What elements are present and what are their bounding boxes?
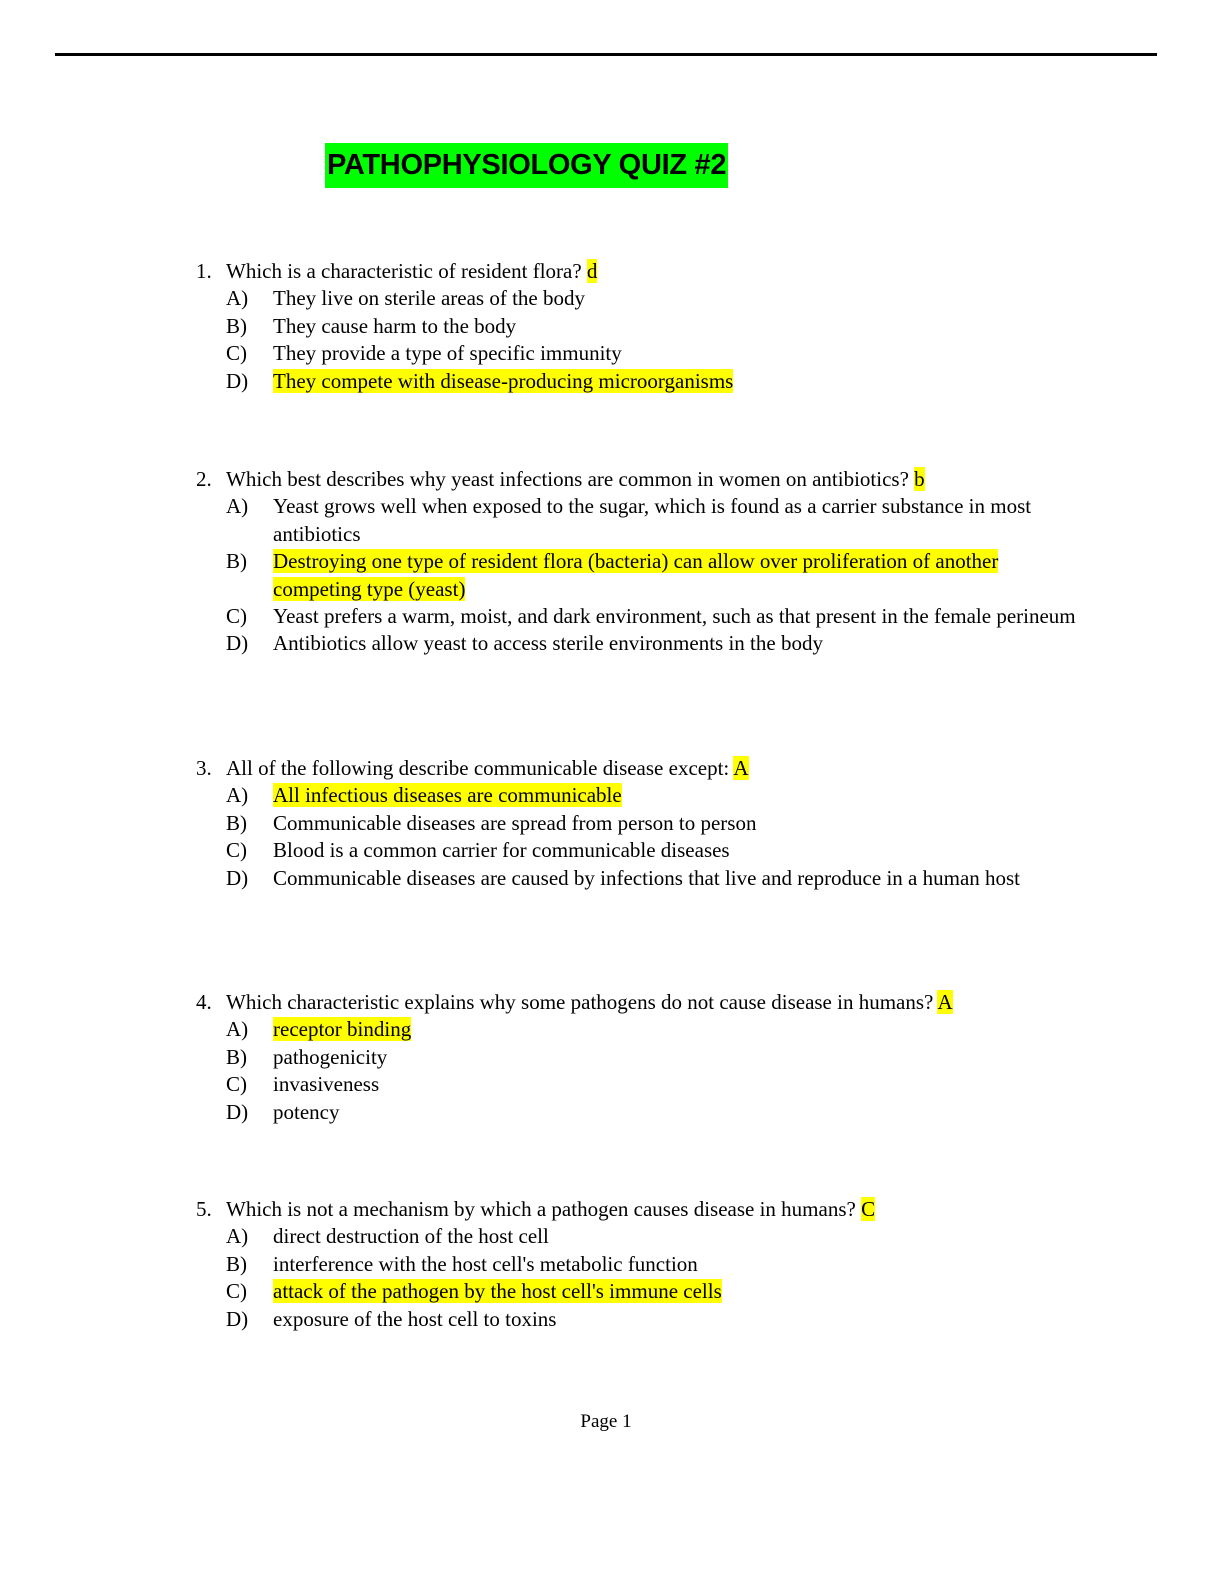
option-c: [196, 603, 1076, 630]
question-1: [196, 258, 1076, 395]
question-3: [196, 755, 1076, 892]
option-b: [196, 1251, 1076, 1278]
option-letter: D): [226, 865, 249, 890]
option-a: [196, 782, 1076, 809]
option-c: [196, 837, 1076, 864]
option-text: invasiveness: [273, 1072, 380, 1097]
option-letter: A): [226, 783, 249, 808]
option-d: [196, 1306, 1076, 1333]
question-number: 3.: [196, 756, 212, 780]
answer-key: d: [586, 259, 598, 283]
header-rule: [55, 53, 1157, 56]
option-text: exposure of the host cell to toxins: [273, 1306, 557, 1331]
option-text: Yeast grows well when exposed to the sugar, which is found as a carrier substance in most antibiotics: [273, 494, 1032, 546]
option-a: [196, 285, 1076, 312]
option-letter: C): [226, 1279, 247, 1304]
option-text-correct: receptor binding: [273, 1017, 412, 1042]
question-stem: [196, 466, 1076, 493]
option-d: [196, 630, 1076, 657]
option-letter: A): [226, 494, 249, 519]
option-text-correct: All infectious diseases are communicable: [273, 783, 622, 808]
question-number: 2.: [196, 467, 212, 491]
option-c: [196, 1071, 1076, 1098]
option-letter: A): [226, 1224, 249, 1249]
question-number: 1.: [196, 259, 212, 283]
option-letter: D): [226, 631, 249, 656]
option-text: They provide a type of specific immunity: [273, 341, 622, 366]
option-c: [196, 340, 1076, 367]
option-letter: D): [226, 1306, 249, 1331]
option-a: [196, 1223, 1076, 1250]
option-letter: B): [226, 1251, 247, 1276]
question-number: 5.: [196, 1197, 212, 1221]
option-b: [196, 313, 1076, 340]
option-b: [196, 810, 1076, 837]
option-c: [196, 1278, 1076, 1305]
option-text: pathogenicity: [273, 1044, 388, 1069]
option-letter: B): [226, 1044, 247, 1069]
question-2: [196, 466, 1076, 658]
option-text: direct destruction of the host cell: [273, 1224, 549, 1249]
option-letter: D): [226, 1099, 249, 1124]
option-d: [196, 865, 1076, 892]
question-number: 4.: [196, 990, 212, 1014]
option-text: Yeast prefers a warm, moist, and dark environment, such as that present in the female perineum: [273, 604, 1076, 629]
option-letter: D): [226, 368, 249, 393]
option-b: [196, 1044, 1076, 1071]
option-a: [196, 1016, 1076, 1043]
option-letter: C): [226, 604, 247, 629]
option-a: [196, 493, 1076, 548]
answer-key: b: [914, 467, 925, 491]
question-text: All of the following describe communicable disease except:: [226, 756, 730, 780]
option-letter: B): [226, 313, 247, 338]
option-text: interference with the host cell's metabolic function: [273, 1251, 698, 1276]
question-text: Which is a characteristic of resident flora?: [226, 259, 582, 283]
question-text: Which is not a mechanism by which a pathogen causes disease in humans?: [226, 1197, 856, 1221]
title-block: [325, 143, 728, 188]
question-text: Which characteristic explains why some pathogens do not cause disease in humans?: [226, 990, 934, 1014]
question-stem: [196, 258, 1076, 285]
question-5: [196, 1196, 1076, 1333]
option-letter: C): [226, 1072, 247, 1097]
option-b: [196, 548, 1076, 603]
option-text: Communicable diseases are caused by infections that live and reproduce in a human host: [273, 865, 1021, 890]
page-number: Page 1: [580, 1411, 632, 1432]
option-text-correct: They compete with disease-producing microorganisms: [273, 368, 734, 393]
option-letter: B): [226, 810, 247, 835]
question-stem: [196, 755, 1076, 782]
option-text-correct: Destroying one type of resident flora (bacteria) can allow over proliferation of another competing type (yeast): [273, 549, 999, 601]
question-4: [196, 989, 1076, 1126]
option-text: Blood is a common carrier for communicable diseases: [273, 838, 730, 863]
option-text: They cause harm to the body: [273, 313, 517, 338]
option-text: Communicable diseases are spread from person to person: [273, 810, 757, 835]
question-stem: [196, 1196, 1076, 1223]
option-text-correct: attack of the pathogen by the host cell's immune cells: [273, 1279, 722, 1304]
option-letter: A): [226, 1017, 249, 1042]
answer-key: C: [861, 1197, 876, 1221]
question-stem: [196, 989, 1076, 1016]
option-text: Antibiotics allow yeast to access sterile environments in the body: [273, 631, 823, 656]
option-d: [196, 368, 1076, 395]
question-text: Which best describes why yeast infections are common in women on antibiotics?: [226, 467, 909, 491]
answer-key: A: [937, 990, 953, 1014]
option-letter: B): [226, 549, 247, 574]
option-text: potency: [273, 1099, 340, 1124]
page-title: PATHOPHYSIOLOGY QUIZ #2: [325, 143, 728, 188]
option-d: [196, 1099, 1076, 1126]
option-letter: C): [226, 341, 247, 366]
option-letter: C): [226, 838, 247, 863]
option-letter: A): [226, 286, 249, 311]
option-text: They live on sterile areas of the body: [273, 286, 585, 311]
answer-key: A: [733, 756, 749, 780]
